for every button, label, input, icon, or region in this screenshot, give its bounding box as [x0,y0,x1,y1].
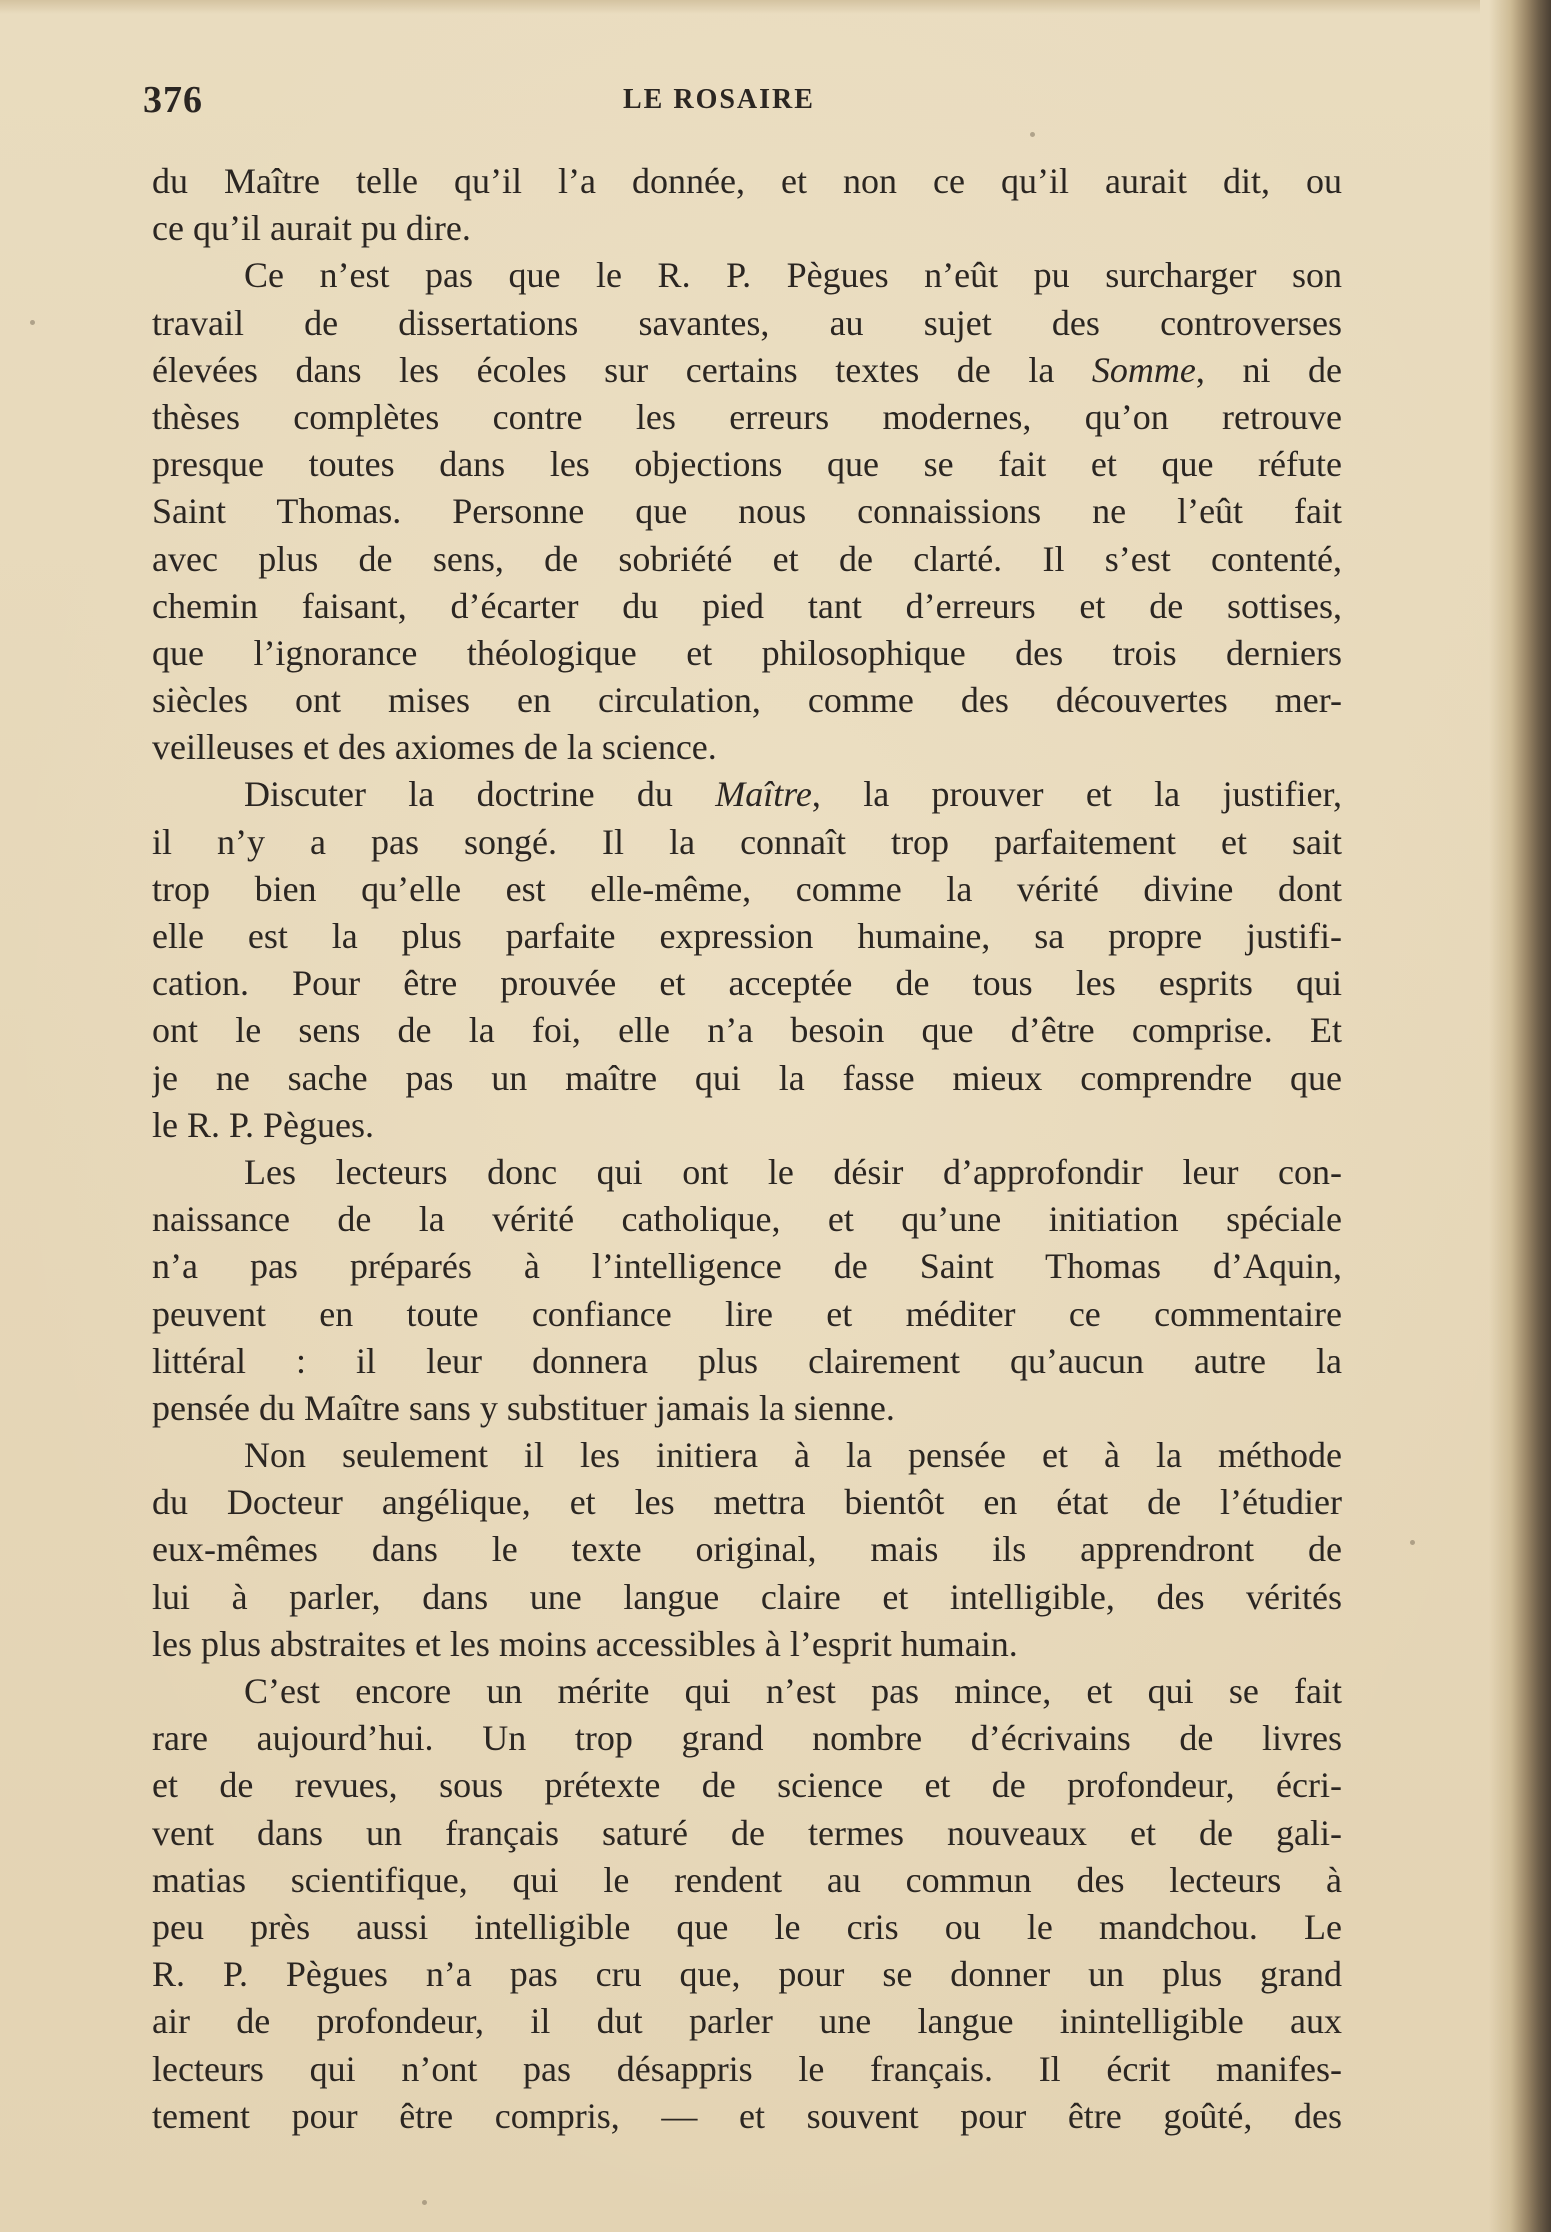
paper-speck [1410,1540,1415,1545]
text-line: Les lecteurs donc qui ont le désir d’approfondir leur con- [244,1151,1342,1192]
text-line: pensée du Maître sans y substituer jamais la sienne. [152,1387,895,1428]
text-line: du Maître telle qu’il l’a donnée, et non ce qu’il aurait dit, ou [152,161,1342,201]
text-line: naissance de la vérité catholique, et qu’une initiation spéciale [152,1199,1342,1240]
text-line: siècles ont mises en circulation, comme des découvertes mer- [152,680,1342,721]
text-line: rare aujourd’hui. Un trop grand nombre d’écrivains de livres [152,1718,1342,1759]
text-line: avec plus de sens, de sobriété et de clarté. Il s’est contenté, [152,538,1342,579]
text-line: les plus abstraites et les moins accessibles à l’esprit humain. [152,1623,1018,1664]
text-line: thèses complètes contre les erreurs modernes, qu’on retrouve [152,396,1342,437]
text-line: ont le sens de la foi, elle n’a besoin que d’être comprise. Et [152,1010,1342,1051]
text-line: je ne sache pas un maître qui la fasse mieux comprendre que [152,1057,1342,1098]
page-number: 376 [143,79,203,121]
text-line: tement pour être compris, — et souvent pour être goûté, des [152,2095,1342,2136]
text-line: le R. P. Pègues. [152,1104,375,1145]
text-line: Saint Thomas. Personne que nous connaissions ne l’eût fait [152,491,1342,532]
text-line: veilleuses et des axiomes de la science. [152,727,717,768]
text-line: littéral : il leur donnera plus clairement qu’aucun autre la [152,1340,1342,1381]
text-line: Non seulement il les initiera à la pensée et à la méthode [244,1435,1342,1476]
text-line: n’a pas préparés à l’intelligence de Saint Thomas d’Aquin, [152,1246,1342,1287]
paper-speck [422,2200,427,2205]
text-line: chemin faisant, d’écarter du pied tant d’erreurs et de sottises, [152,585,1342,626]
text-line: peuvent en toute confiance lire et méditer ce commentaire [152,1293,1342,1334]
paper-speck [30,320,35,325]
text-line: que l’ignorance théologique et philosophique des trois derniers [152,632,1342,673]
text-line: peu près aussi intelligible que le cris ou le mandchou. Le [152,1906,1342,1947]
page-top-edge [0,0,1480,14]
text-line: R. P. Pègues n’a pas cru que, pour se donner un plus grand [152,1954,1342,1995]
text-line: trop bien qu’elle est elle-même, comme la vérité divine dont [152,868,1342,909]
text-line: vent dans un français saturé de termes nouveaux et de gali- [152,1812,1342,1853]
text-line: du Docteur angélique, et les mettra bientôt en état de l’étudier [152,1482,1342,1523]
text-line: lui à parler, dans une langue claire et intelligible, des vérités [152,1576,1342,1617]
text-line: cation. Pour être prouvée et acceptée de tous les esprits qui [152,963,1342,1004]
text-line: Ce n’est pas que le R. P. Pègues n’eût pu surcharger son [244,255,1342,296]
paper-speck [1030,132,1035,137]
text-line: air de profondeur, il dut parler une langue inintelligible aux [152,2001,1342,2042]
page-binding-shadow [1489,0,1551,2232]
text-line: matias scientifique, qui le rendent au commun des lecteurs à [152,1859,1342,1900]
text-line: Discuter la doctrine du Maître, la prouver et la justifier, [244,774,1342,815]
text-line: presque toutes dans les objections que se fait et que réfute [152,444,1342,485]
running-title: LE ROSAIRE [623,84,815,115]
page-header [143,78,1348,128]
text-line: eux-mêmes dans le texte original, mais ils apprendront de [152,1529,1342,1570]
text-line: élevées dans les écoles sur certains textes de la Somme, ni de [152,349,1342,390]
text-line: et de revues, sous prétexte de science et de profondeur, écri- [152,1765,1342,1806]
body-text [152,158,1342,2140]
text-line: travail de dissertations savantes, au sujet des controverses [152,302,1342,343]
text-line: C’est encore un mérite qui n’est pas mince, et qui se fait [244,1671,1342,1711]
text-line: ce qu’il aurait pu dire. [152,208,471,249]
text-line: il n’y a pas songé. Il la connaît trop parfaitement et sait [152,821,1342,862]
text-line: elle est la plus parfaite expression humaine, sa propre justifi- [152,916,1342,956]
text-line: lecteurs qui n’ont pas désappris le français. Il écrit manifes- [152,2048,1342,2089]
